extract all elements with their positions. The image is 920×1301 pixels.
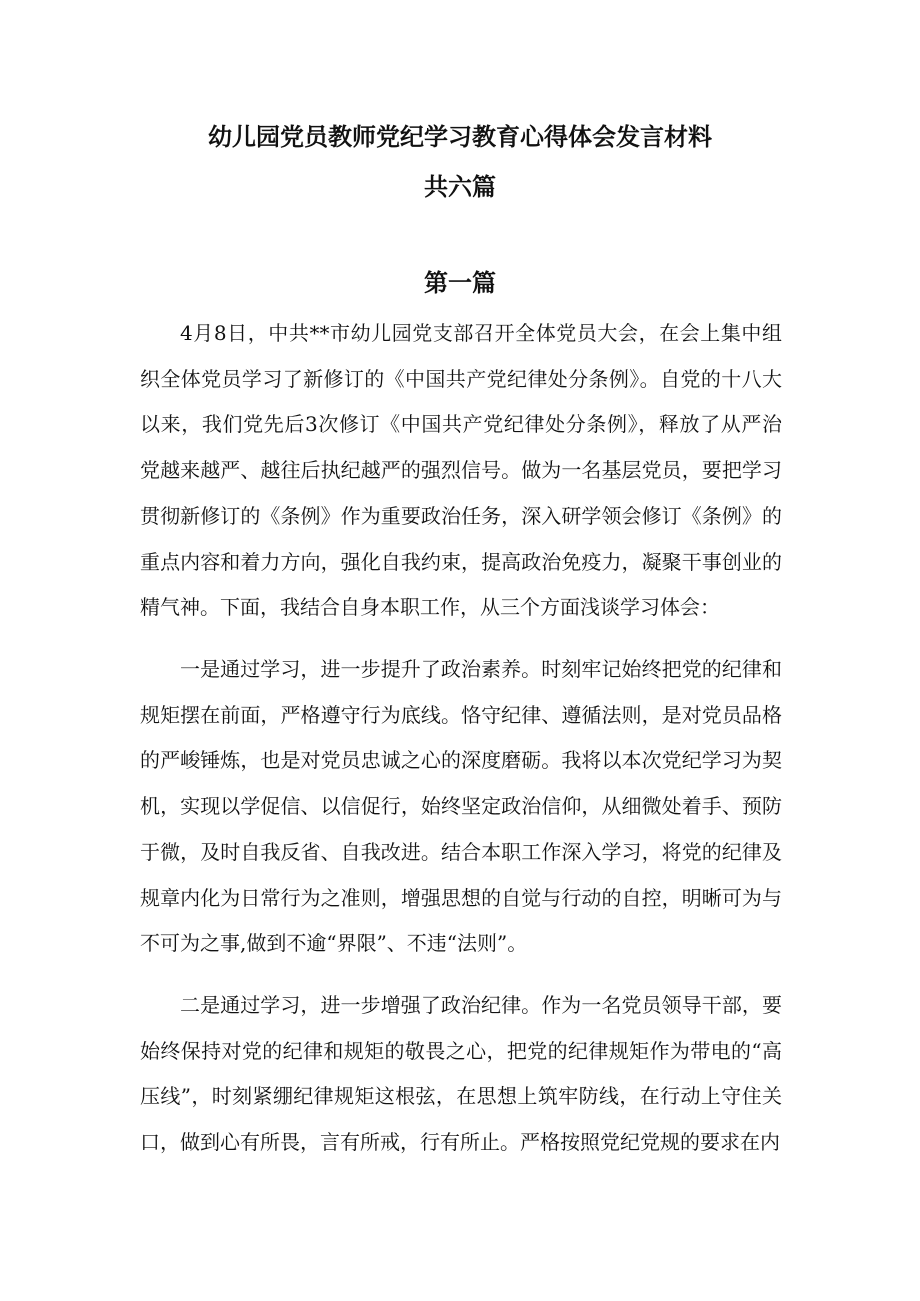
paragraph-intro: 4月8日，中共**市幼儿园党支部召开全体党员大会，在会上集中组织全体党员学习了新修订的《中国共产党纪律处分条例》。自党的十八大以来，我们党先后3次修订《中国共产党纪律处分条例》，释放了从严治党越来越严、越往后执纪越严的强烈信号。做为一名基层党员，要把学习贯彻新修订的《条例》作为重要政治任务，深入研学领会修订《条例》的重点内容和着力方向，强化自我约束，提高政治免疫力，凝聚干事创业的精气神。下面，我结合自身本职工作，从三个方面浅谈学习体会：	[140, 321, 782, 620]
document-subtitle: 共六篇	[424, 173, 496, 201]
paragraph-point-one: 一是通过学习，进一步提升了政治素养。时刻牢记始终把党的纪律和规矩摆在前面，严格遵守行为底线。恪守纪律、遵循法则，是对党员品格的严峻锤炼，也是对党员忠诚之心的深度磨砺。我将以本次党纪学习为契机，实现以学促信、以信促行，始终坚定政治信仰，从细微处着手、预防于微，及时自我反省、自我改进。结合本职工作深入学习，将党的纪律及规章内化为日常行为之准则，增强思想的自觉与行动的自控，明晰可为与不可为之事,做到不逾“界限”、不违“法则”。	[140, 657, 782, 956]
section-heading: 第一篇	[424, 269, 496, 297]
paragraph-point-two: 二是通过学习，进一步增强了政治纪律。作为一名党员领导干部，要始终保持对党的纪律和规矩的敬畏之心，把党的纪律规矩作为带电的“高压线”，时刻紧绷纪律规矩这根弦，在思想上筑牢防线，在行动上守住关口，做到心有所畏，言有所戒，行有所止。严格按照党纪党规的要求在内	[140, 993, 782, 1155]
document-title: 幼儿园党员教师党纪学习教育心得体会发言材料	[208, 123, 712, 151]
